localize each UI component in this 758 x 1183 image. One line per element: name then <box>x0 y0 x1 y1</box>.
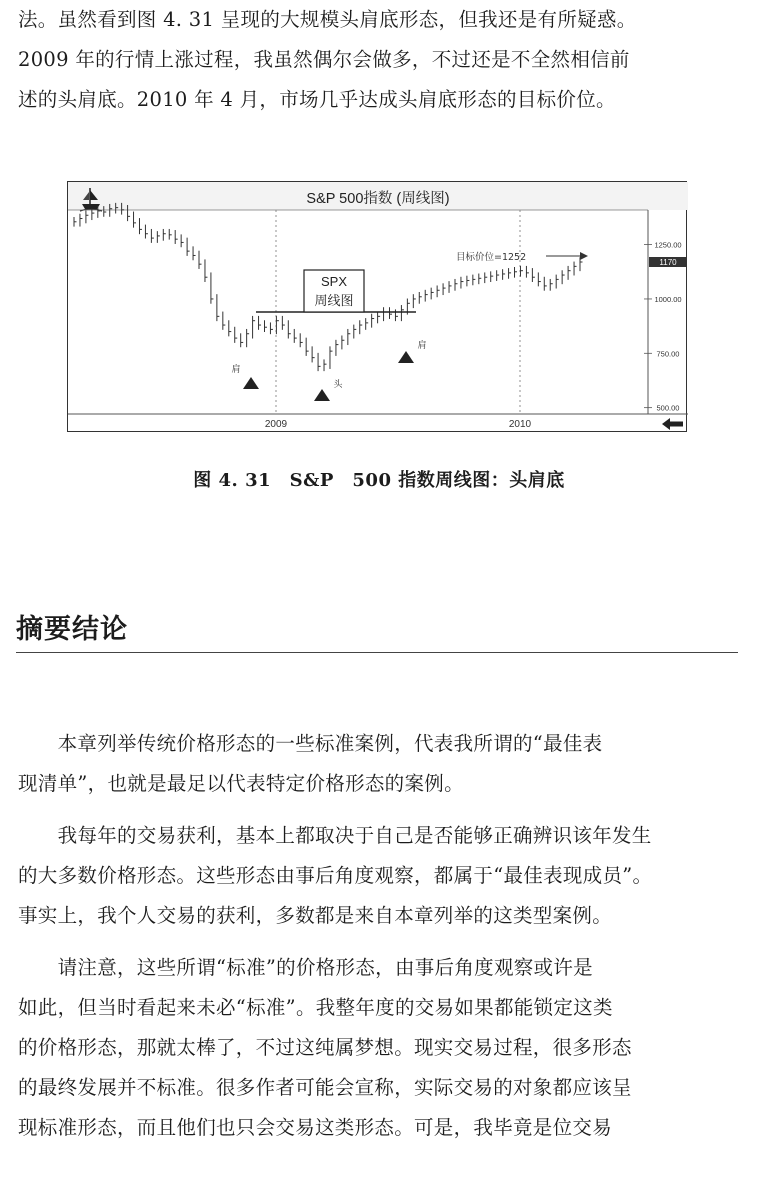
body-paragraph <box>18 948 740 1148</box>
svg-text:肩: 肩 <box>231 365 241 375</box>
svg-text:肩: 肩 <box>417 341 427 351</box>
section-title: 摘要结论 <box>16 614 128 645</box>
right-shoulder-marker <box>398 339 427 363</box>
legend-desc: 周线图 <box>314 294 354 309</box>
text-line: 本章列举传统价格形态的一些标准案例，代表我所谓的“最佳表 <box>18 732 603 755</box>
svg-text:1170: 1170 <box>659 258 677 267</box>
target-price-label: 目标价位=1252 <box>456 252 527 263</box>
y-tick-label: 750.00 <box>656 349 680 359</box>
text-line: 如此，但当时看起来未必“标准”。我整年度的交易如果都能锁定这类 <box>18 996 613 1019</box>
up-triangle-icon <box>243 377 259 389</box>
text-line: 的最终发展并不标准。很多作者可能会宣称，实际交易的对象都应该呈 <box>18 1076 632 1099</box>
text-line: 现标准形态，而且他们也只会交易这类形态。可是，我毕竟是位交易 <box>18 1116 613 1139</box>
text-line: 的价格形态，那就太棒了，不过这纯属梦想。现实交易过程，很多形态 <box>18 1036 632 1059</box>
svg-text:头: 头 <box>333 380 343 390</box>
text-line: 2009 年的行情上涨过程，我虽然偶尔会做多，不过还是不全然相信前 <box>18 48 630 71</box>
text-line: 的大多数价格形态。这些形态由事后角度观察，都属于“最佳表现成员”。 <box>18 864 653 887</box>
intro-paragraph <box>18 0 740 120</box>
head-marker <box>314 378 343 401</box>
y-tick-label: 500.00 <box>656 403 680 413</box>
legend-symbol: SPX <box>320 274 348 289</box>
current-price-tag <box>649 257 687 267</box>
up-triangle-icon <box>314 389 330 401</box>
section-divider <box>16 652 738 653</box>
body-paragraph <box>18 816 740 936</box>
scroll-left-arrow-icon <box>660 418 684 430</box>
x-axis <box>265 419 532 430</box>
y-tick-label: 1250.00 <box>654 240 682 250</box>
figure-caption: 图 4. 31 S&P 500 指数周线图：头肩底 <box>193 470 565 491</box>
x-tick-label: 2009 <box>264 419 288 430</box>
chart-title: S&P 500指数 (周线图) <box>306 191 450 207</box>
text-line: 我每年的交易获利，基本上都取决于自己是否能够正确辨识该年发生 <box>18 824 652 847</box>
chart-legend-box <box>304 270 364 312</box>
text-line: 现清单”，也就是最足以代表特定价格形态的案例。 <box>18 772 464 795</box>
sp500-weekly-chart <box>67 181 687 432</box>
left-shoulder-marker <box>231 363 259 389</box>
x-tick-label: 2010 <box>508 419 532 430</box>
body-paragraph <box>18 724 740 804</box>
chart-canvas <box>68 182 688 433</box>
y-tick-label: 1000.00 <box>654 294 682 304</box>
text-line: 请注意，这些所谓“标准”的价格形态，由事后角度观察或许是 <box>18 956 593 979</box>
target-arrow-head-icon <box>580 252 588 260</box>
text-line: 法。虽然看到图 4. 31 呈现的大规模头肩底形态，但我还是有所疑惑。 <box>18 8 637 31</box>
text-line: 述的头肩底。2010 年 4 月，市场几乎达成头肩底形态的目标价位。 <box>18 88 616 111</box>
up-triangle-icon <box>398 351 414 363</box>
text-line: 事实上，我个人交易的获利，多数都是来自本章列举的这类型案例。 <box>18 904 613 927</box>
